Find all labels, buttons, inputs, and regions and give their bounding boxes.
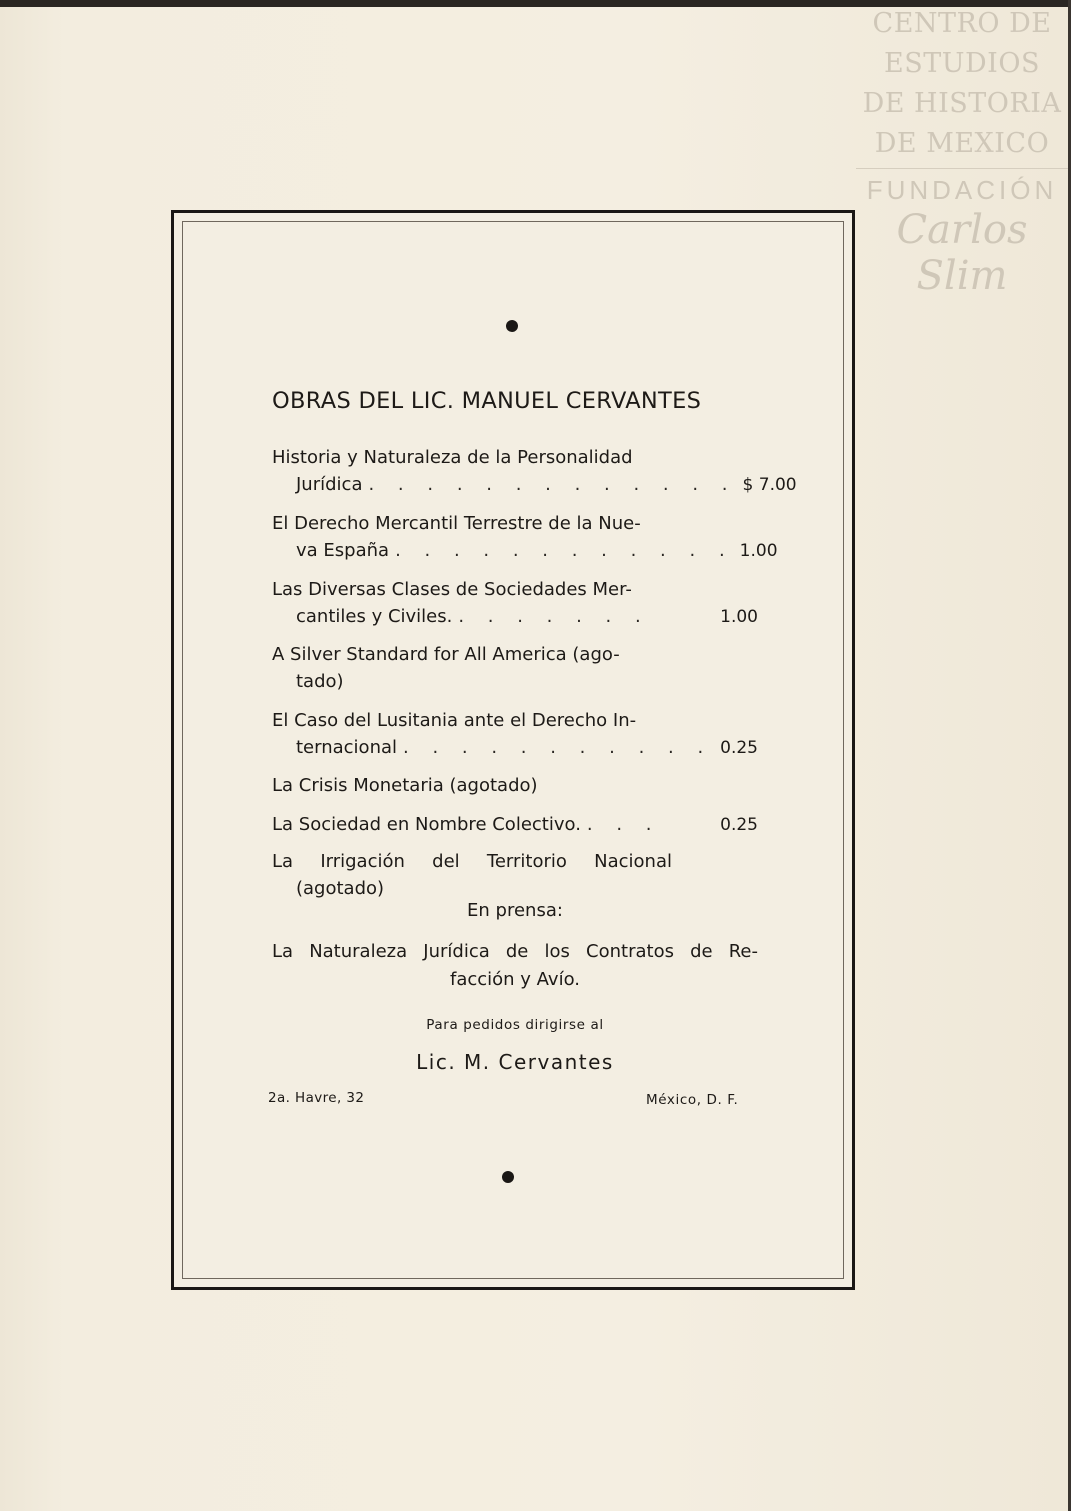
entry-price: 0.25: [720, 815, 758, 835]
watermark-line: CENTRO DE: [872, 8, 1052, 39]
catalog-entry: [272, 641, 758, 695]
entry-title-cont: ternacional: [296, 737, 398, 758]
entry-price: $ 7.00: [742, 475, 797, 495]
in-press-entry: [272, 938, 758, 994]
entry-price: 0.25: [720, 738, 758, 758]
entry-title-cont: tado): [296, 671, 344, 692]
watermark-line: ESTUDIOS: [884, 48, 1040, 79]
in-press-title: La Naturaleza Jurídica de los Contratos de Re-: [272, 941, 758, 962]
leader-dots: . . . . . . . . . . . . .: [368, 474, 737, 495]
entry-price: 1.00: [739, 541, 778, 561]
watermark-foundation: FUNDACIÓN: [866, 175, 1058, 205]
contact-address: 2a. Havre, 32: [268, 1090, 365, 1106]
watermark-line: DE MEXICO: [874, 128, 1050, 159]
bottom-bullet-ornament: [502, 1171, 514, 1183]
watermark-signature: Carlos Slim: [896, 207, 1028, 299]
top-bullet-ornament: [506, 320, 518, 332]
entry-title-cont: va España: [296, 540, 390, 561]
entry-title: La Sociedad en Nombre Colectivo.: [272, 814, 581, 835]
entry-price: 1.00: [720, 607, 758, 627]
watermark-line: DE HISTORIA: [862, 88, 1062, 119]
watermark-divider: [856, 168, 1068, 169]
entry-title-cont: Jurídica: [296, 474, 363, 495]
entry-title: El Derecho Mercantil Terrestre de la Nue-: [272, 513, 641, 534]
entry-title: A Silver Standard for All America (ago-: [272, 644, 620, 665]
leader-dots: . . . . . . . . . . .: [403, 737, 713, 758]
entry-title: Historia y Naturaleza de la Personalidad: [272, 447, 633, 468]
entry-title-cont: (agotado): [296, 878, 385, 899]
in-press-title-cont: facción y Avío.: [449, 969, 580, 990]
catalog-entry: [272, 811, 758, 839]
catalog-entry: [272, 576, 758, 631]
catalog-entry: [272, 848, 758, 902]
in-press-label: En prensa:: [467, 900, 563, 921]
catalog-heading: OBRAS DEL LIC. MANUEL CERVANTES: [272, 388, 702, 414]
catalog-entry: [272, 510, 778, 565]
catalog-entry: [272, 444, 797, 499]
entry-title-cont: cantiles y Civiles.: [296, 606, 453, 627]
entry-title: Las Diversas Clases de Sociedades Mer-: [272, 579, 632, 600]
entry-title: La Irrigación del Territorio Nacional: [272, 851, 672, 872]
leader-dots: . . . . . . . . . . . .: [395, 540, 734, 561]
contact-city: México, D. F.: [646, 1092, 739, 1108]
leader-dots: . . . . . . .: [458, 606, 650, 627]
contact-name: Lic. M. Cervantes: [416, 1050, 614, 1074]
entry-title: La Crisis Monetaria (agotado): [272, 775, 538, 796]
catalog-entry: [272, 772, 758, 799]
orders-label: Para pedidos dirigirse al: [426, 1017, 604, 1033]
entry-title: El Caso del Lusitania ante el Derecho In-: [272, 710, 637, 731]
watermark: [856, 4, 1068, 299]
catalog-entry: [272, 707, 758, 762]
leader-dots: . . .: [586, 814, 661, 835]
